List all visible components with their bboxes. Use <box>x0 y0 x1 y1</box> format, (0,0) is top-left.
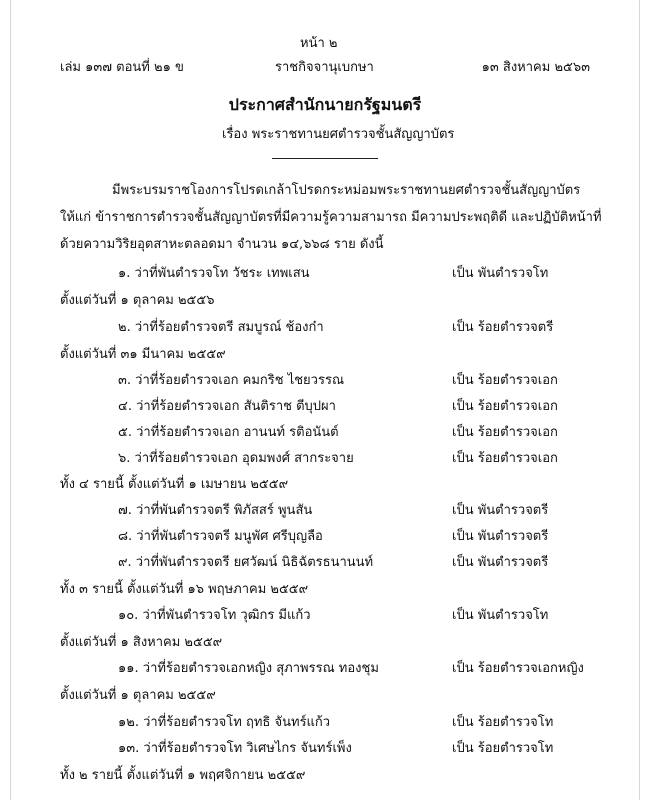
entry-name: ๑๓. ว่าที่ร้อยตำรวจโท วิเศษไกร จันทร์เพ็ง <box>118 741 352 756</box>
effective-date-line: ตั้งแต่วันที่ ๑ ตุลาคม ๒๕๕๖ <box>60 293 215 308</box>
appointment-entry <box>118 711 598 730</box>
page-edge-left <box>10 0 11 800</box>
publication-name: ราชกิจจานุเบกษา <box>275 60 374 75</box>
appointment-entry <box>118 447 598 466</box>
entry-name: ๒. ว่าที่ร้อยตำรวจตรี สมบูรณ์ ช้องก๋า <box>118 320 324 335</box>
entry-rank: เป็น พันตำรวจตรี <box>452 555 549 570</box>
entry-name: ๓. ว่าที่ร้อยตำรวจเอก คมกริช ไชยวรรณ <box>118 373 345 388</box>
effective-date-line: ทั้ง ๔ รายนี้ ตั้งแต่วันที่ ๑ เมษายน ๒๕๕๙ <box>60 477 289 492</box>
entry-rank: เป็น ร้อยตำรวจเอก <box>452 373 558 388</box>
appointment-entry <box>118 499 598 518</box>
volume-issue: เล่ม ๑๓๗ ตอนที่ ๒๑ ข <box>60 60 184 75</box>
appointment-entry <box>118 369 598 388</box>
effective-date-line: ตั้งแต่วันที่ ๑ สิงหาคม ๒๕๕๙ <box>60 635 223 650</box>
appointment-entry <box>118 525 598 544</box>
entry-rank: เป็น ร้อยตำรวจเอกหญิง <box>452 661 584 676</box>
page-edge-right <box>639 0 640 800</box>
entry-name: ๑๒. ว่าที่ร้อยตำรวจโท ฤทธิ จันทร์แก้ว <box>118 715 331 730</box>
title-divider <box>272 158 378 159</box>
entry-rank: เป็น ร้อยตำรวจเอก <box>452 399 558 414</box>
gazette-header <box>60 56 590 75</box>
entry-name: ๕. ว่าที่ร้อยตำรวจเอก อานนท์ รติอนันต์ <box>118 425 339 440</box>
effective-date-line: ทั้ง ๒ รายนี้ ตั้งแต่วันที่ ๑ พฤศจิกายน ๒๕๕๙ <box>60 768 306 783</box>
announcement-title: ประกาศสำนักนายกรัฐมนตรี <box>228 95 422 114</box>
appointment-entry <box>118 657 598 676</box>
effective-date-line: ทั้ง ๓ รายนี้ ตั้งแต่วันที่ ๑๖ พฤษภาคม ๒๕๕๙ <box>60 582 309 597</box>
effective-date-line: ตั้งแต่วันที่ ๓๑ มีนาคม ๒๕๕๙ <box>60 347 226 362</box>
appointment-entry <box>118 737 598 756</box>
appointment-entry <box>118 421 598 440</box>
publication-date: ๑๓ สิงหาคม ๒๕๖๓ <box>481 60 590 75</box>
paragraph-line: ให้แก่ ข้าราชการตำรวจชั้นสัญญาบัตรที่มีความรู้ความสามารถ มีความประพฤติดี และปฏิบัติหน้าที่ <box>60 210 602 225</box>
entry-rank: เป็น พันตำรวจโท <box>452 608 549 623</box>
appointment-entry <box>118 604 598 623</box>
entry-rank: เป็น พันตำรวจโท <box>452 266 549 281</box>
entry-rank: เป็น ร้อยตำรวจเอก <box>452 451 558 466</box>
entry-name: ๑๐. ว่าที่พันตำรวจโท วุฒิกร มีแก้ว <box>118 608 311 623</box>
appointment-entry <box>118 551 598 570</box>
effective-date-line: ตั้งแต่วันที่ ๑ ตุลาคม ๒๕๕๙ <box>60 688 216 703</box>
entry-name: ๘. ว่าที่พันตำรวจตรี มนูพัศ ศรีบุญลือ <box>118 529 323 544</box>
entry-name: ๖. ว่าที่ร้อยตำรวจเอก อุดมพงศ์ สากระจาย <box>118 451 354 466</box>
entry-rank: เป็น ร้อยตำรวจโท <box>452 715 554 730</box>
paragraph-line: ด้วยความวิริยอุตสาหะตลอดมา จำนวน ๑๔,๖๖๘ ราย ดังนี้ <box>60 237 384 252</box>
appointment-entry <box>118 262 598 281</box>
entry-rank: เป็น ร้อยตำรวจเอก <box>452 425 558 440</box>
entry-name: ๑๑. ว่าที่ร้อยตำรวจเอกหญิง สุภาพรรณ ทองชุม <box>118 661 379 676</box>
appointment-entry <box>118 316 598 335</box>
appointment-entry <box>118 395 598 414</box>
intro-paragraph <box>60 183 605 264</box>
paragraph-line: มีพระบรมราชโองการโปรดเกล้าโปรดกระหม่อมพระราชทานยศตำรวจชั้นสัญญาบัตร <box>112 183 581 198</box>
entry-name: ๗. ว่าที่พันตำรวจตรี พิภัสสร์ พูนสัน <box>118 503 313 518</box>
entry-name: ๔. ว่าที่ร้อยตำรวจเอก สันติราช ตีบุปผา <box>118 399 336 414</box>
announcement-subject: เรื่อง พระราชทานยศตำรวจชั้นสัญญาบัตร <box>222 127 455 142</box>
entry-name: ๙. ว่าที่พันตำรวจตรี ยศวัฒน์ นิธิฉัตรธนานนท์ <box>118 555 374 570</box>
entry-name: ๑. ว่าที่พันตำรวจโท วัชระ เทพเสน <box>118 266 310 281</box>
entry-rank: เป็น พันตำรวจตรี <box>452 503 549 518</box>
page-number: หน้า ๒ <box>300 36 338 51</box>
entry-rank: เป็น ร้อยตำรวจโท <box>452 741 554 756</box>
entry-rank: เป็น พันตำรวจตรี <box>452 529 549 544</box>
entry-rank: เป็น ร้อยตำรวจตรี <box>452 320 554 335</box>
